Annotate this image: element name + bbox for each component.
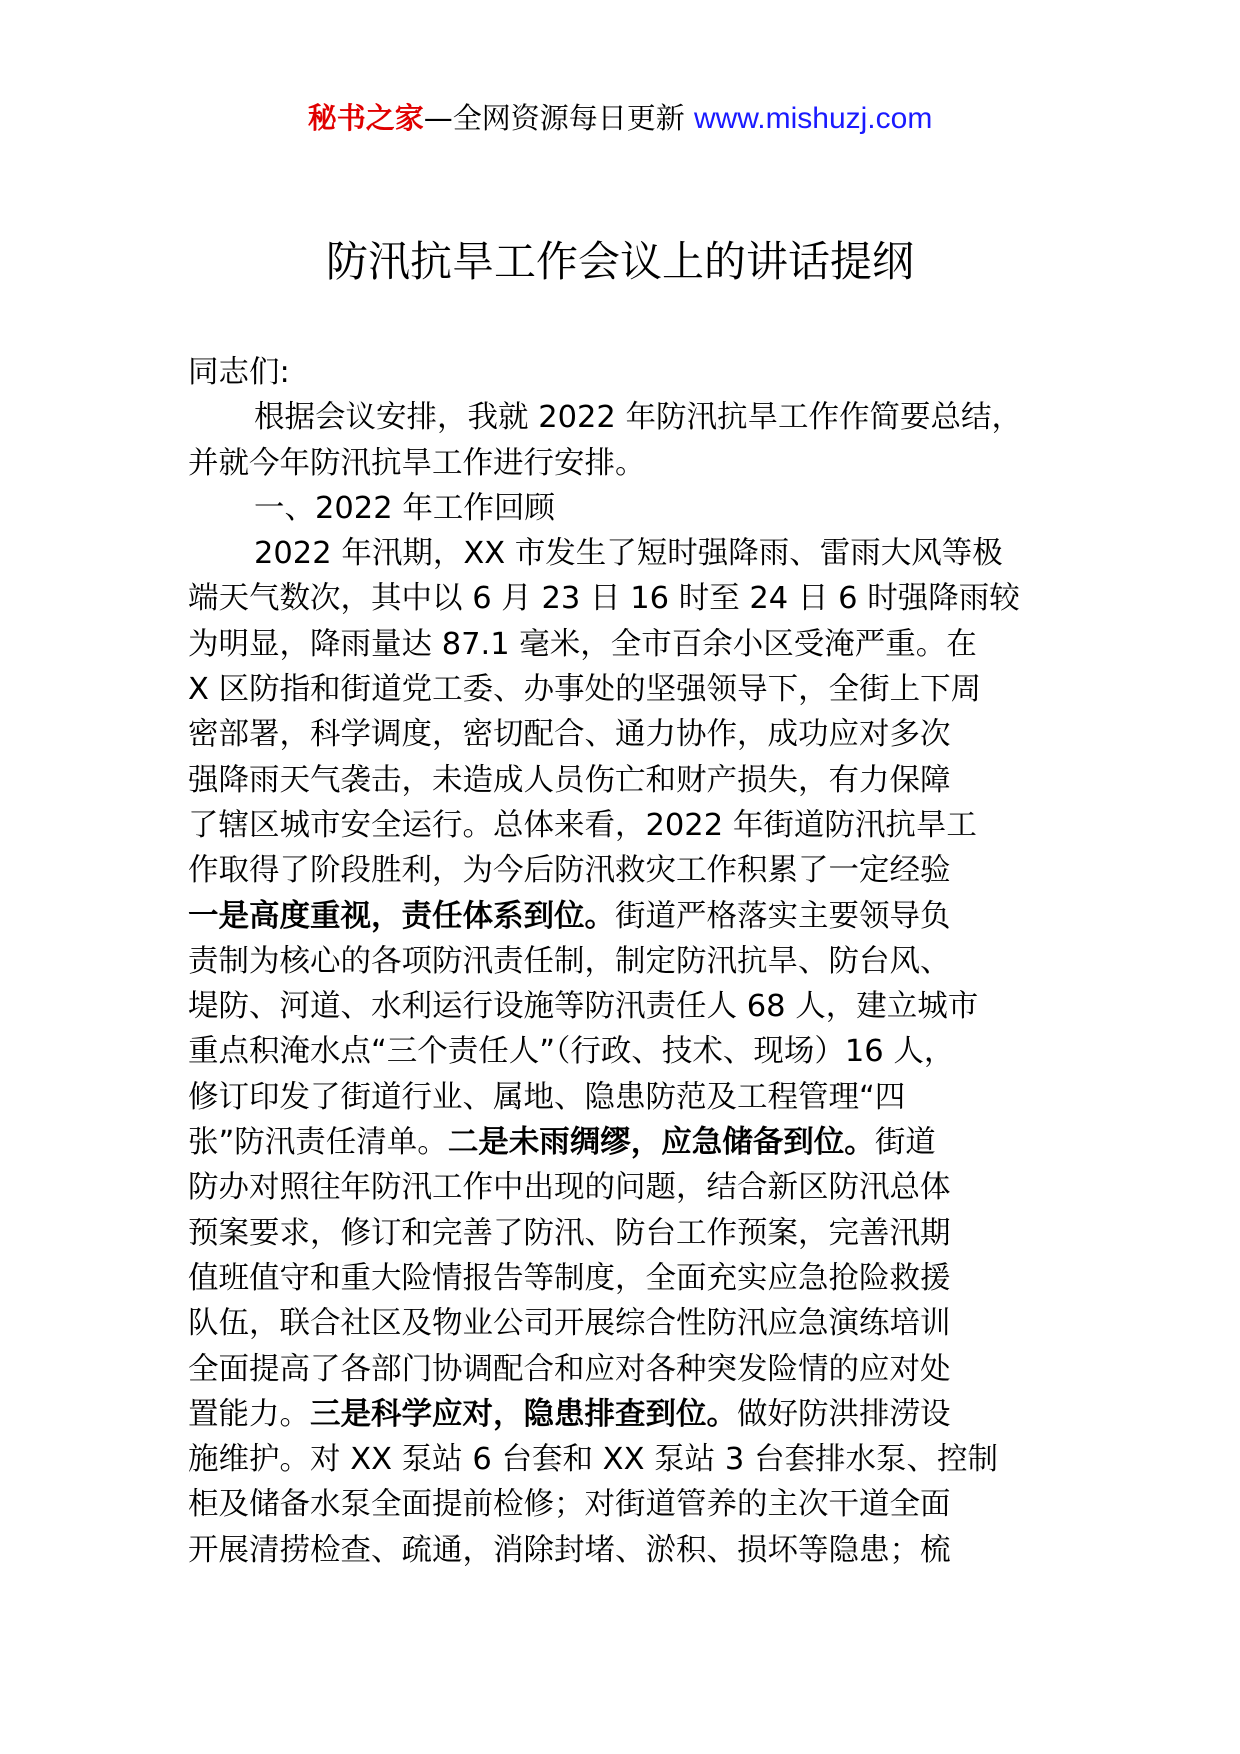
paragraph-line: 根据会议安排，我就 2022 年防汛抗旱工作作简要总结， [254, 400, 1023, 436]
paragraph-line: 队伍，联合社区及物业公司开展综合性防汛应急演练培训 [188, 1306, 951, 1342]
paragraph-line: 责制为核心的各项防汛责任制，制定防汛抗旱、防台风、 [188, 943, 951, 979]
paragraph-line: 修订印发了街道行业、属地、隐患防范及工程管理“四 [188, 1079, 906, 1115]
line-text: 做好防洪排涝设 [737, 1396, 951, 1432]
document-title: 防汛抗旱工作会议上的讲话提纲 [325, 237, 914, 286]
paragraph-line [188, 894, 1088, 939]
bold-point-2: 二是未雨绸缪，应急储备到位。 [447, 1125, 875, 1161]
paragraph-line: 全面提高了各部门协调配合和应对各种突发险情的应对处 [188, 1351, 951, 1387]
paragraph-line: 重点积淹水点“三个责任人”（行政、技术、现场）16 人， [188, 1034, 955, 1070]
paragraph-line: 密部署，科学调度，密切配合、通力协作，成功应对多次 [188, 717, 951, 753]
salutation: 同志们: [188, 355, 290, 390]
line-text: 置能力。 [188, 1396, 310, 1432]
paragraph-line: 2022 年汛期，XX 市发生了短时强降雨、雷雨大风等极 [254, 536, 1003, 572]
bold-point-1: 一是高度重视，责任体系到位。 [188, 898, 615, 934]
paragraph-line: 柜及储备水泵全面提前检修；对街道管养的主次干道全面 [188, 1487, 951, 1523]
line-text: 街道 [874, 1125, 936, 1161]
paragraph-line [188, 1120, 1088, 1165]
paragraph-line: X 区防指和街道党工委、办事处的坚强领导下，全街上下周 [188, 672, 982, 708]
section-heading: 一、2022 年工作回顾 [254, 490, 555, 526]
paragraph-line: 值班值守和重大险情报告等制度，全面充实应急抢险救援 [188, 1260, 951, 1296]
brand-name: 秘书之家 [307, 101, 424, 135]
paragraph-line: 端天气数次，其中以 6 月 23 日 16 时至 24 日 6 时强降雨较 [188, 581, 1020, 617]
paragraph-line: 作取得了阶段胜利，为今后防汛救灾工作积累了一定经验 [188, 853, 951, 889]
document-body [188, 350, 1088, 1573]
paragraph-line: 并就今年防汛抗旱工作进行安排。 [188, 445, 646, 481]
paragraph-line: 为明显，降雨量达 87.1 毫米，全市百余小区受淹严重。在 [188, 626, 977, 662]
banner-tagline: —全网资源每日更新 [423, 101, 685, 135]
bold-point-3: 三是科学应对，隐患排查到位。 [310, 1396, 737, 1432]
paragraph-line: 了辖区城市安全运行。总体来看，2022 年街道防汛抗旱工 [188, 807, 977, 843]
paragraph-line: 施维护。对 XX 泵站 6 台套和 XX 泵站 3 台套排水泵、控制 [188, 1442, 998, 1478]
line-text: 张”防汛责任清单。 [188, 1125, 448, 1161]
line-text: 街道严格落实主要领导负 [615, 898, 951, 934]
paragraph-line: 堤防、河道、水利运行设施等防汛责任人 68 人，建立城市 [188, 989, 979, 1025]
paragraph-line: 预案要求，修订和完善了防汛、防台工作预案，完善汛期 [188, 1215, 951, 1251]
paragraph-line: 强降雨天气袭击，未造成人员伤亡和财产损失，有力保障 [188, 762, 951, 798]
site-banner [0, 98, 1240, 139]
paragraph-line: 防办对照往年防汛工作中出现的问题，结合新区防汛总体 [188, 1170, 951, 1206]
paragraph-line: 开展清捞检查、疏通，消除封堵、淤积、损坏等隐患；梳 [188, 1532, 951, 1568]
site-url-link[interactable]: www.mishuzj.com [693, 102, 933, 135]
paragraph-line [188, 1392, 1088, 1437]
